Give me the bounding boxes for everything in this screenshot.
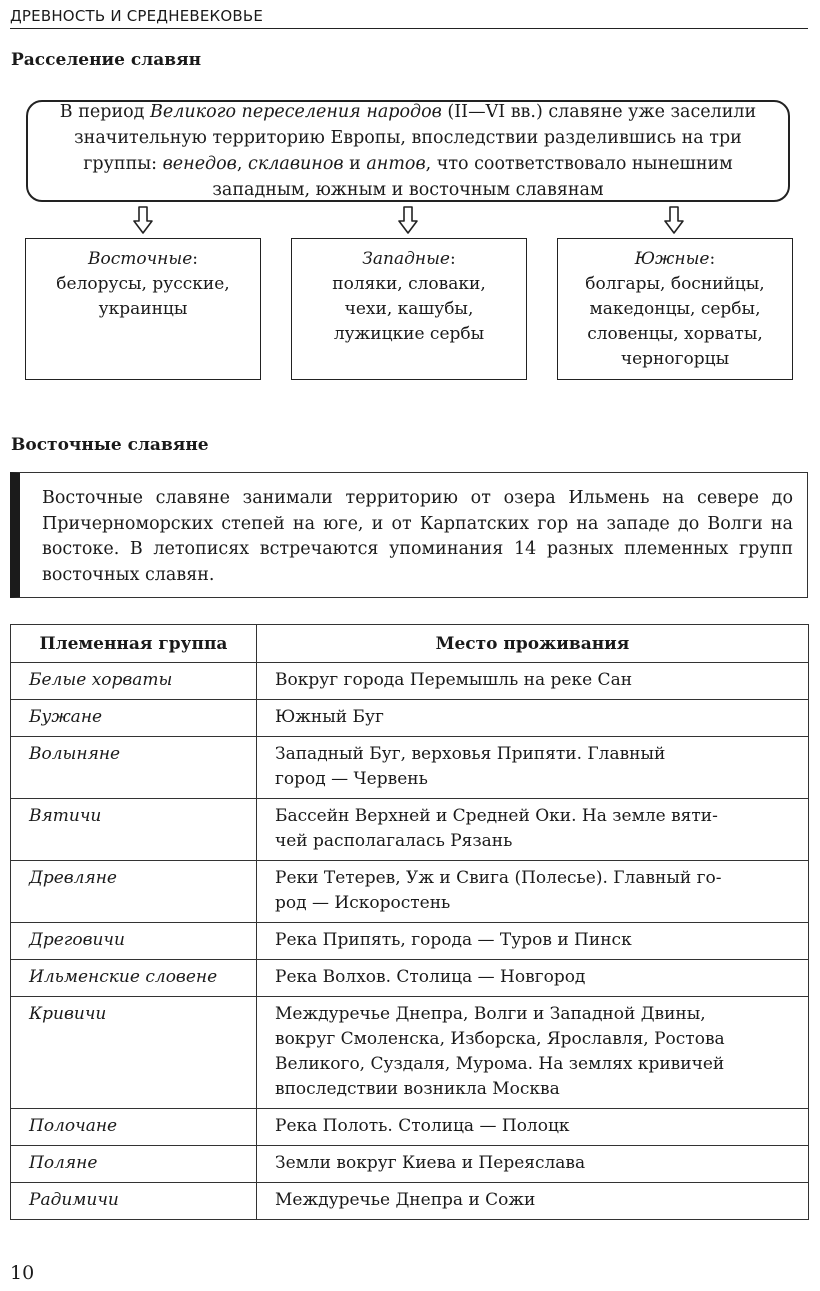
group-line: украинцы xyxy=(98,299,188,319)
tribe-place xyxy=(257,960,809,997)
place-line: Великого, Суздаля, Мурома. На землях кривичей xyxy=(275,1054,725,1074)
column-header-tribe: Племенная группа xyxy=(11,625,257,663)
group-line: поляки, словаки, xyxy=(332,274,486,294)
place-line: Земли вокруг Киева и Переяслава xyxy=(275,1153,586,1173)
group-line: белорусы, русские, xyxy=(56,274,230,294)
intro-emphasis: антов xyxy=(366,154,426,174)
tribe-name: Дреговичи xyxy=(11,923,257,960)
table-row xyxy=(11,1183,809,1220)
place-line: Река Полоть. Столица — Полоцк xyxy=(275,1116,570,1136)
intro-run: В период xyxy=(59,102,150,122)
place-line: Вокруг города Перемышль на реке Сан xyxy=(275,670,633,690)
tribe-name: Кривичи xyxy=(11,997,257,1109)
intro-emphasis: склавинов xyxy=(248,154,344,174)
group-line: македонцы, сербы, xyxy=(589,299,761,319)
intro-run: , xyxy=(236,154,249,174)
intro-run: и xyxy=(343,154,367,174)
group-title: Южные xyxy=(634,249,710,269)
section-title-settlement: Расселение славян xyxy=(11,50,202,70)
arrow-down-icon xyxy=(664,206,684,234)
table-row xyxy=(11,737,809,799)
intro-box xyxy=(26,100,790,202)
group-line: лужицкие сербы xyxy=(333,324,485,344)
group-title: Западные xyxy=(362,249,450,269)
table-row xyxy=(11,960,809,997)
note-box xyxy=(10,472,808,598)
table-body xyxy=(11,663,809,1220)
intro-emphasis: Великого переселения народов xyxy=(149,102,442,122)
note-text: Восточные славяне занимали территорию от озера Ильмень на севере до Причерноморских степей на юге, и от Карпатских гор на западе до Волги на востоке. В летописях встречаются упоминания 14 разных племенных групп восточных славян. xyxy=(42,488,793,585)
table-row xyxy=(11,663,809,700)
tribe-name: Вятичи xyxy=(11,799,257,861)
tribe-name: Полочане xyxy=(11,1109,257,1146)
place-line: Южный Буг xyxy=(275,707,384,727)
tribe-name: Древляне xyxy=(11,861,257,923)
running-header xyxy=(10,6,808,29)
place-line: Река Волхов. Столица — Новгород xyxy=(275,967,586,987)
group-box-south: Южные: болгары, боснийцы, македонцы, сербы, словенцы, хорваты, черногорцы xyxy=(557,238,793,380)
place-line: вокруг Смоленска, Изборска, Ярославля, Ростова xyxy=(275,1029,725,1049)
place-line: впоследствии возникла Москва xyxy=(275,1079,560,1099)
place-line: Междуречье Днепра и Сожи xyxy=(275,1190,536,1210)
tribe-place xyxy=(257,700,809,737)
tribe-name: Бужане xyxy=(11,700,257,737)
tribes-table xyxy=(10,624,809,1220)
table-row xyxy=(11,861,809,923)
group-title: Восточные xyxy=(87,249,193,269)
intro-run: (II—VI вв.) славяне уже заселили значительную территорию Европы, впоследствии разделившись на три группы: xyxy=(74,102,757,174)
table-row xyxy=(11,997,809,1109)
table-row xyxy=(11,799,809,861)
place-line: Междуречье Днепра, Волги и Западной Двины, xyxy=(275,1004,706,1024)
place-line: род — Искоростень xyxy=(275,893,451,913)
group-line: словенцы, хорваты, xyxy=(587,324,763,344)
tribe-place xyxy=(257,861,809,923)
tribe-place xyxy=(257,923,809,960)
intro-emphasis: венедов xyxy=(162,154,237,174)
place-line: город — Червень xyxy=(275,769,428,789)
tribe-name: Радимичи xyxy=(11,1183,257,1220)
table-row xyxy=(11,1146,809,1183)
group-line: болгары, боснийцы, xyxy=(585,274,765,294)
intro-run: , что соответствовало нынешним западным, южным и восточным славянам xyxy=(212,154,733,200)
tribe-name: Белые хорваты xyxy=(11,663,257,700)
tribe-place xyxy=(257,1183,809,1220)
place-line: Реки Тетерев, Уж и Свига (Полесье). Главный го- xyxy=(275,868,722,888)
tribe-name: Поляне xyxy=(11,1146,257,1183)
tribe-place xyxy=(257,663,809,700)
tribe-place xyxy=(257,1109,809,1146)
intro-text xyxy=(38,99,778,203)
group-line: чехи, кашубы, xyxy=(344,299,474,319)
page-number: 10 xyxy=(10,1262,35,1284)
tribe-name: Ильменские словене xyxy=(11,960,257,997)
tribe-place xyxy=(257,997,809,1109)
arrow-down-icon xyxy=(398,206,418,234)
place-line: Бассейн Верхней и Средней Оки. На земле вяти- xyxy=(275,806,718,826)
table-row xyxy=(11,923,809,960)
tribe-place xyxy=(257,1146,809,1183)
tribe-place xyxy=(257,737,809,799)
table-row xyxy=(11,1109,809,1146)
arrow-down-icon xyxy=(133,206,153,234)
section-title-east-slavs: Восточные славяне xyxy=(11,435,209,455)
tribe-place xyxy=(257,799,809,861)
table-row xyxy=(11,700,809,737)
group-box-west: Западные: поляки, словаки, чехи, кашубы, лужицкие сербы xyxy=(291,238,527,380)
group-box-east: Восточные: белорусы, русские, украинцы xyxy=(25,238,261,380)
tribe-name: Волыняне xyxy=(11,737,257,799)
place-line: чей располагалась Рязань xyxy=(275,831,513,851)
running-title: ДРЕВНОСТЬ И СРЕДНЕВЕКОВЬЕ xyxy=(10,7,264,25)
place-line: Река Припять, города — Туров и Пинск xyxy=(275,930,632,950)
table-header-row xyxy=(11,625,809,663)
group-line: черногорцы xyxy=(620,349,730,369)
column-header-place: Место проживания xyxy=(257,625,809,663)
place-line: Западный Буг, верховья Припяти. Главный xyxy=(275,744,666,764)
